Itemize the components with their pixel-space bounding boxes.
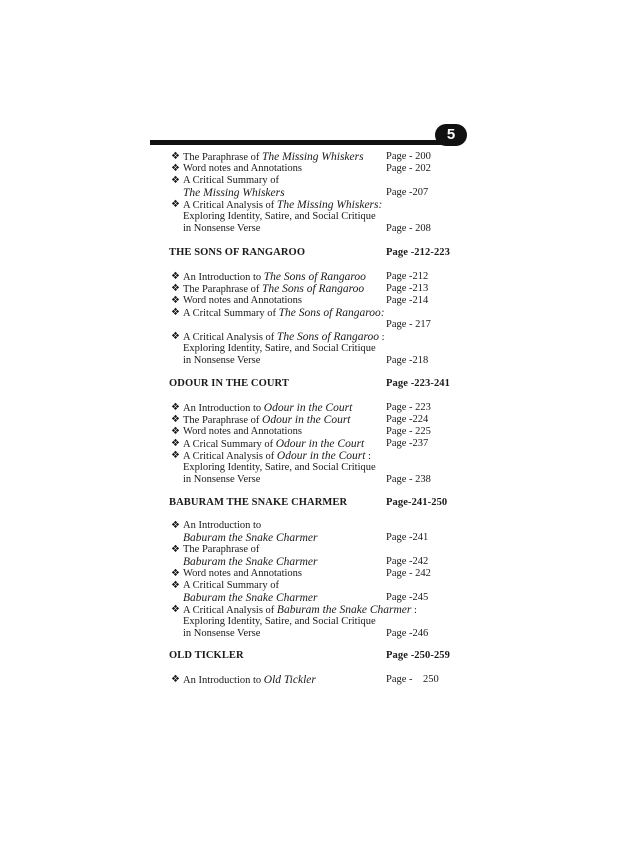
- bullet-icon: ❖: [171, 568, 180, 579]
- entry-text: Word notes and Annotations: [183, 426, 303, 437]
- page-reference: Page-241-250: [386, 497, 448, 508]
- page-reference: Page -242: [386, 556, 429, 567]
- entry-text: An Introduction to: [183, 520, 262, 531]
- page-reference: Page - 200: [386, 151, 431, 162]
- bullet-icon: ❖: [171, 426, 180, 437]
- page-reference: Page - 217: [386, 319, 431, 330]
- header-rule: [150, 140, 450, 145]
- entry-text: An Introduction to: [183, 675, 264, 686]
- entry-title-italic: The Sons of Rangaroo: [263, 271, 366, 283]
- entry-text: A Crical Summary of: [183, 439, 276, 450]
- entry-title-italic: Odour in the Court: [263, 402, 353, 414]
- toc-entry-title: [183, 175, 279, 187]
- bullet-icon: ❖: [171, 438, 180, 449]
- entry-suffix: :: [379, 332, 385, 343]
- entry-title-italic: Odour in the Court: [276, 450, 366, 462]
- toc-entry-title: [183, 426, 302, 438]
- entry-text: A Critical Analysis of: [183, 451, 277, 462]
- entry-title-italic: The Missing Whiskers:: [276, 199, 383, 211]
- page-number-badge: 5: [435, 124, 467, 146]
- entry-text: An Introduction to: [183, 403, 264, 414]
- entry-title-italic: Odour in the Court: [275, 438, 365, 450]
- entry-suffix: :: [411, 605, 417, 616]
- entry-text: A Critical Analysis of: [183, 332, 277, 343]
- entry-title-italic: Baburam the Snake Charmer: [183, 556, 318, 568]
- entry-suffix: :: [365, 451, 371, 462]
- page-reference: Page -207: [386, 187, 429, 198]
- page-reference: Page -237: [386, 438, 429, 449]
- entry-text: A Critical Summary of: [183, 175, 279, 186]
- page-reference: Page - 202: [386, 163, 431, 174]
- page-reference: Page -223-241: [386, 378, 450, 389]
- bullet-icon: ❖: [171, 151, 180, 162]
- bullet-icon: ❖: [171, 604, 180, 615]
- bullet-icon: ❖: [171, 199, 180, 210]
- page-reference: Page - 250: [386, 674, 439, 685]
- entry-text: Word notes and Annotations: [183, 163, 303, 174]
- toc-entry-title: [183, 223, 260, 235]
- toc-entry-title: [183, 295, 302, 307]
- entry-text: Exploring Identity, Satire, and Social Critique: [183, 616, 376, 627]
- page-reference: Page -245: [386, 592, 429, 603]
- entry-title-italic: Odour in the Court: [262, 414, 351, 426]
- page-reference: Page - 208: [386, 223, 431, 234]
- entry-text: in Nonsense Verse: [183, 628, 261, 639]
- entry-text: A Critcal Summary of: [183, 308, 279, 319]
- entry-text: A Critical Analysis of: [183, 605, 277, 616]
- entry-text: Exploring Identity, Satire, and Social Critique: [183, 462, 376, 473]
- page-reference: Page -241: [386, 532, 429, 543]
- entry-text: A Critical Summary of: [183, 580, 279, 591]
- toc-entry-title: [183, 568, 302, 580]
- entry-text: Exploring Identity, Satire, and Social Critique: [183, 343, 376, 354]
- entry-title-italic: The Sons of Rangaroo: [262, 283, 365, 295]
- toc-entry-title: [183, 674, 316, 687]
- bullet-icon: ❖: [171, 175, 180, 186]
- entry-text: Word notes and Annotations: [183, 295, 303, 306]
- bullet-icon: ❖: [171, 674, 180, 685]
- entry-title-italic: Old Tickler: [263, 674, 316, 686]
- section-heading: OLD TICKLER: [169, 650, 244, 661]
- bullet-icon: ❖: [171, 414, 180, 425]
- toc-entry-title: [183, 616, 376, 628]
- page-reference: Page -212: [386, 271, 429, 282]
- toc-entry-title: [183, 628, 260, 640]
- entry-title-italic: The Sons of Rangaroo:: [278, 307, 385, 319]
- bullet-icon: ❖: [171, 450, 180, 461]
- entry-text: The Paraphrase of: [183, 152, 263, 163]
- entry-title-italic: Baburam the Snake Charmer: [276, 604, 412, 616]
- bullet-icon: ❖: [171, 580, 180, 591]
- bullet-icon: ❖: [171, 331, 180, 342]
- entry-text: A Critical Analysis of: [183, 200, 277, 211]
- bullet-icon: ❖: [171, 544, 180, 555]
- page-reference: Page - 238: [386, 474, 431, 485]
- bullet-icon: ❖: [171, 271, 180, 282]
- section-heading: THE SONS OF RANGAROO: [169, 247, 306, 258]
- toc-entry-title: [183, 544, 259, 556]
- bullet-icon: ❖: [171, 163, 180, 174]
- bullet-icon: ❖: [171, 520, 180, 531]
- section-heading: ODOUR IN THE COURT: [169, 378, 289, 389]
- entry-text: The Paraphrase of: [183, 284, 263, 295]
- page-reference: Page - 225: [386, 426, 431, 437]
- entry-title-italic: The Missing Whiskers: [183, 187, 285, 199]
- toc-entry-title: [183, 307, 385, 320]
- toc-entry-title: [183, 211, 376, 223]
- page-reference: Page -212-223: [386, 247, 450, 258]
- page-reference: Page -224: [386, 414, 429, 425]
- page-reference: Page -218: [386, 355, 429, 366]
- toc-entry-title: [183, 520, 261, 532]
- entry-text: Exploring Identity, Satire, and Social Critique: [183, 211, 376, 222]
- page-reference: Page -250-259: [386, 650, 450, 661]
- entry-title-italic: Baburam the Snake Charmer: [183, 532, 318, 544]
- entry-title-italic: The Missing Whiskers: [262, 151, 364, 163]
- page-reference: Page -214: [386, 295, 429, 306]
- toc-entry-title: [183, 163, 302, 175]
- bullet-icon: ❖: [171, 402, 180, 413]
- entry-title-italic: Baburam the Snake Charmer: [183, 592, 318, 604]
- toc-entry-title: [183, 355, 260, 367]
- entry-text: in Nonsense Verse: [183, 223, 261, 234]
- toc-entry-title: [183, 343, 376, 355]
- toc-entry-title: [183, 462, 376, 474]
- entry-text: in Nonsense Verse: [183, 355, 261, 366]
- entry-text: Word notes and Annotations: [183, 568, 303, 579]
- page-reference: Page - 242: [386, 568, 431, 579]
- page-reference: Page - 223: [386, 402, 431, 413]
- page-reference: Page -246: [386, 628, 429, 639]
- toc-entry-title: [183, 474, 260, 486]
- section-heading: BABURAM THE SNAKE CHARMER: [169, 497, 348, 508]
- entry-text: The Paraphrase of: [183, 415, 263, 426]
- entry-text: The Paraphrase of: [183, 544, 260, 555]
- entry-text: An Introduction to: [183, 272, 264, 283]
- bullet-icon: ❖: [171, 307, 180, 318]
- page-reference: Page -213: [386, 283, 429, 294]
- bullet-icon: ❖: [171, 283, 180, 294]
- toc-entry-title: [183, 580, 279, 592]
- entry-title-italic: The Sons of Rangaroo: [276, 331, 380, 343]
- entry-text: in Nonsense Verse: [183, 474, 261, 485]
- bullet-icon: ❖: [171, 295, 180, 306]
